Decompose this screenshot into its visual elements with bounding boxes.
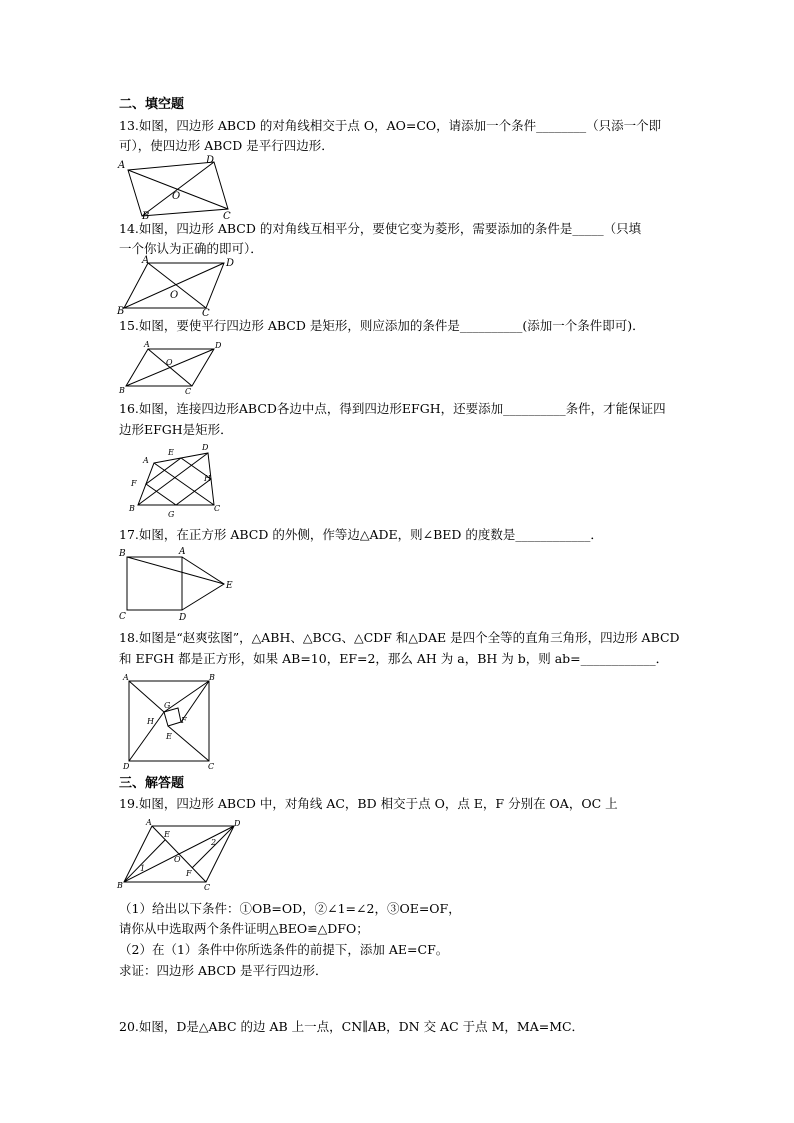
q19-part1b: 请你从中选取两个条件证明△BEO≌△DFO；	[119, 921, 369, 936]
q16-label-g: G	[168, 510, 175, 519]
q16-label-c: C	[214, 504, 221, 513]
q13-label-o: O	[172, 191, 181, 202]
q19-label-a: A	[146, 818, 152, 827]
q13-label-a: A	[118, 160, 126, 171]
q14-label-a: A	[142, 255, 150, 266]
q19-label-angle2: 2	[211, 838, 217, 847]
q17-label-e: E	[226, 581, 233, 591]
q19-label-e: E	[164, 830, 170, 839]
q18-figure	[120, 672, 220, 770]
q19-label-angle1: 1	[140, 864, 146, 873]
q14-label-o: O	[170, 290, 179, 301]
q16-label-a: A	[143, 456, 149, 465]
q15-label-a: A	[144, 340, 150, 349]
q14-line2: 一个你认为正确的即可）．	[119, 241, 263, 256]
q14-label-c: C	[202, 308, 210, 319]
q15-label-o: O	[166, 358, 173, 367]
q14-label-b: B	[117, 306, 125, 317]
q13-line2: 可），使四边形 ABCD 是平行四边形．	[119, 138, 334, 153]
q13-line1: 13.如图，四边形 ABCD 的对角线相交于点 O，AO=CO，请添加一个条件________（只添一个即	[119, 118, 662, 133]
q16-line2: 边形EFGH是矩形．	[119, 422, 233, 437]
q13-label-d: D	[206, 155, 215, 166]
q14-figure	[116, 255, 241, 319]
q16-label-d: D	[202, 443, 209, 452]
q19-part1: （1）给出以下条件：①OB=OD，②∠1=∠2，③OE=OF，	[119, 901, 461, 916]
q19-part2: （2）在（1）条件中你所选条件的前提下，添加 AE=CF。	[119, 942, 449, 957]
q18-label-f: F	[181, 716, 187, 725]
q19-line1: 19.如图，四边形 ABCD 中，对角线 AC，BD 相交于点 O，点 E，F 分别在 OA，OC 上	[119, 796, 618, 811]
q14-line1: 14.如图，四边形 ABCD 的对角线互相平分，要使它变为菱形，需要添加的条件是_____（只填	[119, 221, 642, 236]
q17-line1: 17.如图，在正方形 ABCD 的外侧，作等边△ADE，则∠BED 的度数是____________．	[119, 527, 603, 542]
q18-label-d: D	[123, 762, 130, 771]
q13-figure	[116, 156, 236, 220]
q18-label-a: A	[123, 673, 129, 682]
q18-line2: 和 EFGH 都是正方形，如果 AB=10，EF=2，那么 AH 为 a，BH 为 b，则 ab=____________．	[119, 651, 669, 666]
q15-label-d: D	[215, 341, 222, 350]
q17-label-a: A	[179, 547, 186, 557]
q19-label-c: C	[204, 883, 211, 892]
q15-line1: 15.如图，要使平行四边形 ABCD 是矩形，则应添加的条件是__________(添加一个条件即可)．	[119, 318, 645, 333]
q18-label-c: C	[208, 762, 215, 771]
q16-label-b: B	[129, 504, 135, 513]
q15-label-b: B	[119, 386, 125, 395]
q17-label-b: B	[119, 549, 126, 559]
q17-label-c: C	[119, 612, 126, 622]
q16-label-h: H	[204, 474, 211, 483]
q18-label-h: H	[147, 717, 154, 726]
q15-figure	[118, 340, 228, 396]
q19-label-b: B	[117, 881, 123, 890]
q17-label-d: D	[179, 613, 187, 623]
q13-label-b: B	[142, 211, 150, 222]
q13-label-c: C	[223, 211, 231, 222]
q18-label-b: B	[209, 673, 215, 682]
q19-figure	[116, 818, 246, 890]
q19-prove: 求证：四边形 ABCD 是平行四边形．	[119, 963, 328, 978]
q19-label-o: O	[174, 855, 181, 864]
q18-label-g: G	[164, 701, 171, 710]
q16-label-e: E	[168, 448, 174, 457]
q18-label-e: E	[166, 732, 172, 741]
q17-figure	[118, 547, 243, 623]
q16-line1: 16.如图，连接四边形ABCD各边中点，得到四边形EFGH，还要添加__________条件，才能保证四	[119, 401, 666, 416]
q16-label-f: F	[131, 479, 137, 488]
section-heading-solve: 三、解答题	[119, 776, 185, 791]
q14-label-d: D	[226, 258, 235, 269]
q19-label-f: F	[186, 869, 192, 878]
q18-line1: 18.如图是“赵爽弦图”，△ABH、△BCG、△CDF 和△DAE 是四个全等的直角三角形，四边形 ABCD	[119, 630, 680, 645]
q15-label-c: C	[185, 387, 192, 396]
q20-line1: 20.如图，D是△ABC 的边 AB 上一点，CN∥AB，DN 交 AC 于点 M，MA=MC．	[119, 1019, 585, 1034]
q16-figure	[128, 443, 228, 521]
section-heading-fill-in: 二、填空题	[119, 97, 185, 112]
q19-label-d: D	[234, 819, 241, 828]
